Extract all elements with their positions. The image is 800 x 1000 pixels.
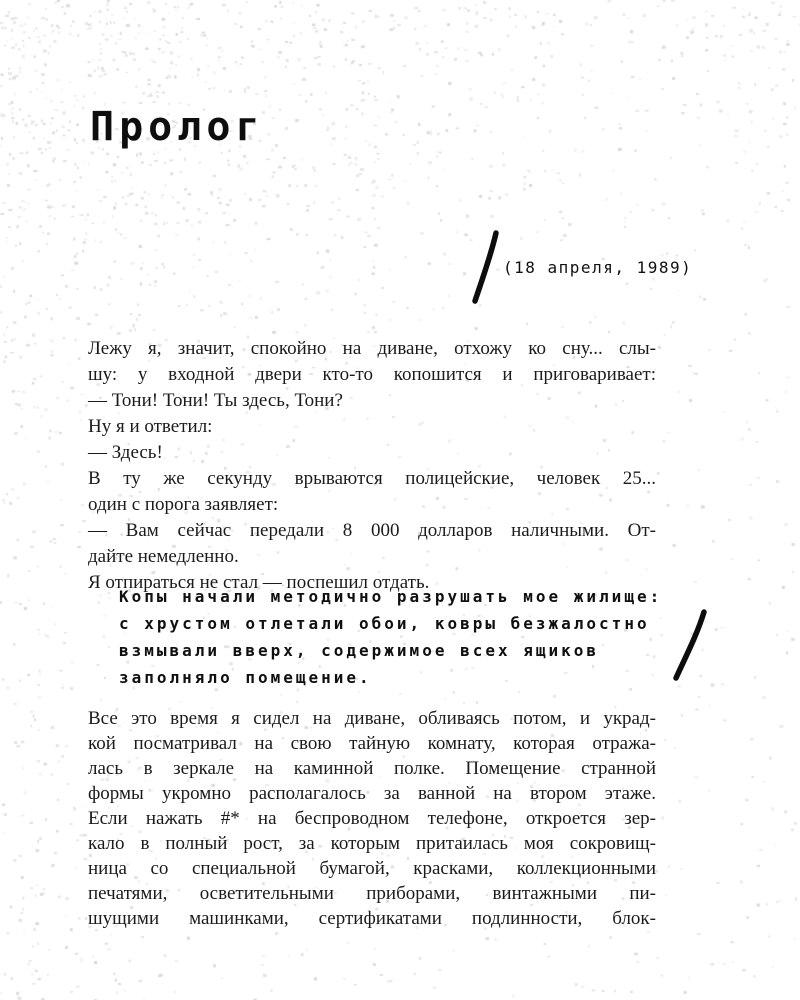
date-annotation: (18 апреля, 1989) xyxy=(503,258,693,277)
closing-paragraph xyxy=(88,706,656,931)
text-line: шу: у входной двери кто-то копошится и приговаривает: xyxy=(88,364,656,385)
text-line: формы укромно располагалось за ванной на втором этаже. xyxy=(88,783,656,804)
text-line: Ну я и ответил: xyxy=(88,416,213,437)
handwritten-slash-icon xyxy=(468,229,504,309)
typewriter-quote-block xyxy=(119,583,704,691)
text-line: — Тони! Тони! Ты здесь, Тони? xyxy=(88,390,343,411)
text-line: ница со специальной бумагой, красками, коллекционными xyxy=(88,858,656,879)
text-line: Если нажать #* на беспроводном телефоне, откроется зер- xyxy=(88,808,656,829)
text-line: кой посматривал на свою тайную комнату, которая отража- xyxy=(88,733,656,754)
text-line: В ту же секунду врываются полицейские, человек 25... xyxy=(88,468,656,489)
text-line: печатями, осветительными приборами, винтажными пи- xyxy=(88,883,656,904)
handwritten-slash-icon xyxy=(668,608,710,684)
chapter-title: Пролог xyxy=(90,104,265,150)
text-line: один с порога заявляет: xyxy=(88,494,279,515)
text-line: лась в зеркале на каминной полке. Помещение странной xyxy=(88,758,656,779)
opening-paragraph xyxy=(88,336,656,596)
text-line: кало в полный рост, за которым притаилась моя сокровищ- xyxy=(88,833,656,854)
typewriter-line: Копы начали методично разрушать мое жилище: xyxy=(119,587,663,606)
text-line: дайте немедленно. xyxy=(88,546,239,567)
text-line: Все это время я сидел на диване, обливаясь потом, и украд- xyxy=(88,708,656,729)
typewriter-line: с хрустом отлетали обои, ковры безжалостно xyxy=(119,614,650,633)
typewriter-line: взмывали вверх, содержимое всех ящиков xyxy=(119,641,600,660)
text-line: Я отпираться не стал — поспешил отдать. xyxy=(88,572,430,593)
text-line: — Здесь! xyxy=(88,442,163,463)
typewriter-line: заполняло помещение. xyxy=(119,668,372,687)
text-line: шущими машинками, сертификатами подлинности, блок- xyxy=(88,908,656,929)
text-line: — Вам сейчас передали 8 000 долларов наличными. От- xyxy=(88,520,656,541)
text-line: Лежу я, значит, спокойно на диване, отхожу ко сну... слы- xyxy=(88,338,656,359)
